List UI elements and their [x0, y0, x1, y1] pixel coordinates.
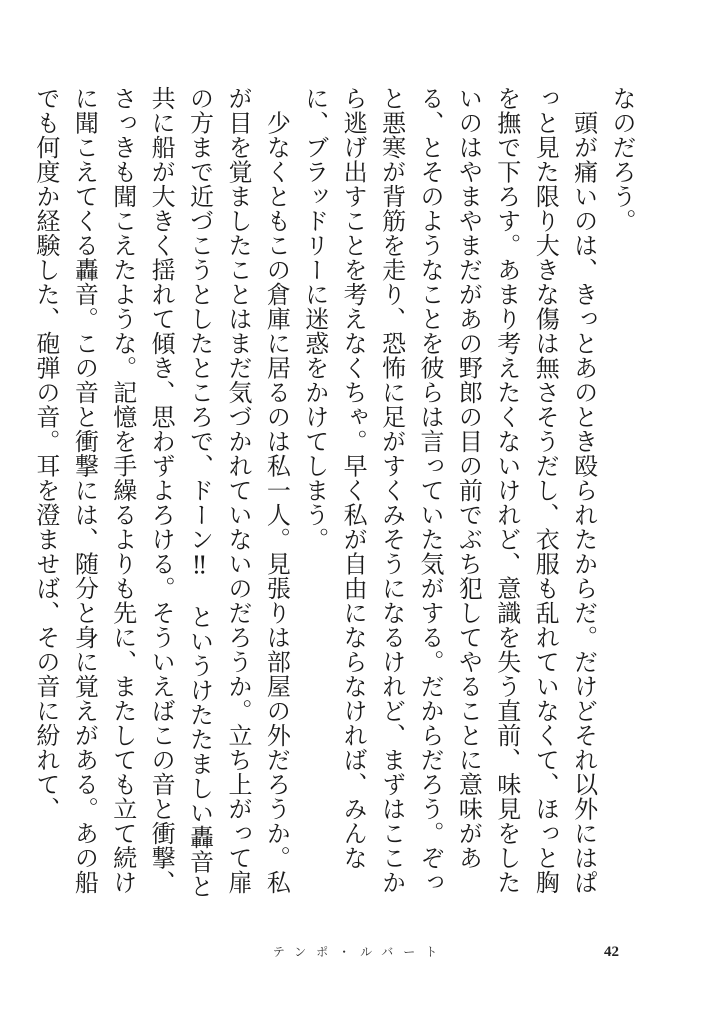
paragraph-1: なのだろう。: [608, 86, 636, 233]
body-text: [27, 86, 642, 906]
paragraph-3: 少なくともこの倉庫に居るのは私一人。見張りは部屋の外だろうか。私が目を覚ましたことはまだ気づかれていないのだろうか。立ち上がって扉の方まで近づこうとしたところで、ドーン‼ というけたたましい轟音と共に船が大きく揺れて傾き、思わずよろける。そういえばこの音と衝撃、さっきも聞こえたような。記憶を手繰るよりも先に、またしても立て続けに聞こえてくる轟音。この音と衝撃には、随分と身に覚えがある。あの船でも何度か経験した、砲弾の音。耳を澄ませば、その音に紛れて、: [31, 86, 291, 899]
paragraph-2: 頭が痛いのは、きっとあのとき殴られたからだ。だけどそれ以外にはぱっと見た限り大きな傷は無さそうだし、衣服も乱れていなくて、ほっと胸を撫で下ろす。あまり考えたくないけれど、意識を失う直前、味見をしたいのはやまやまだがあの野郎の目の前でぶち犯してやることに意味がある、とそのようなことを彼らは言っていた気がする。だからだろう。ぞっと悪寒が背筋を走り、恐怖に足がすくみそうになるけれど、まずはここから逃げ出すことを考えなくちゃ。早く私が自由にならなければ、みんなに、ブラッドリーに迷惑をかけてしまう。: [300, 86, 598, 895]
running-title: テンポ・ルバート: [272, 945, 448, 959]
page-number: 42: [604, 944, 619, 960]
